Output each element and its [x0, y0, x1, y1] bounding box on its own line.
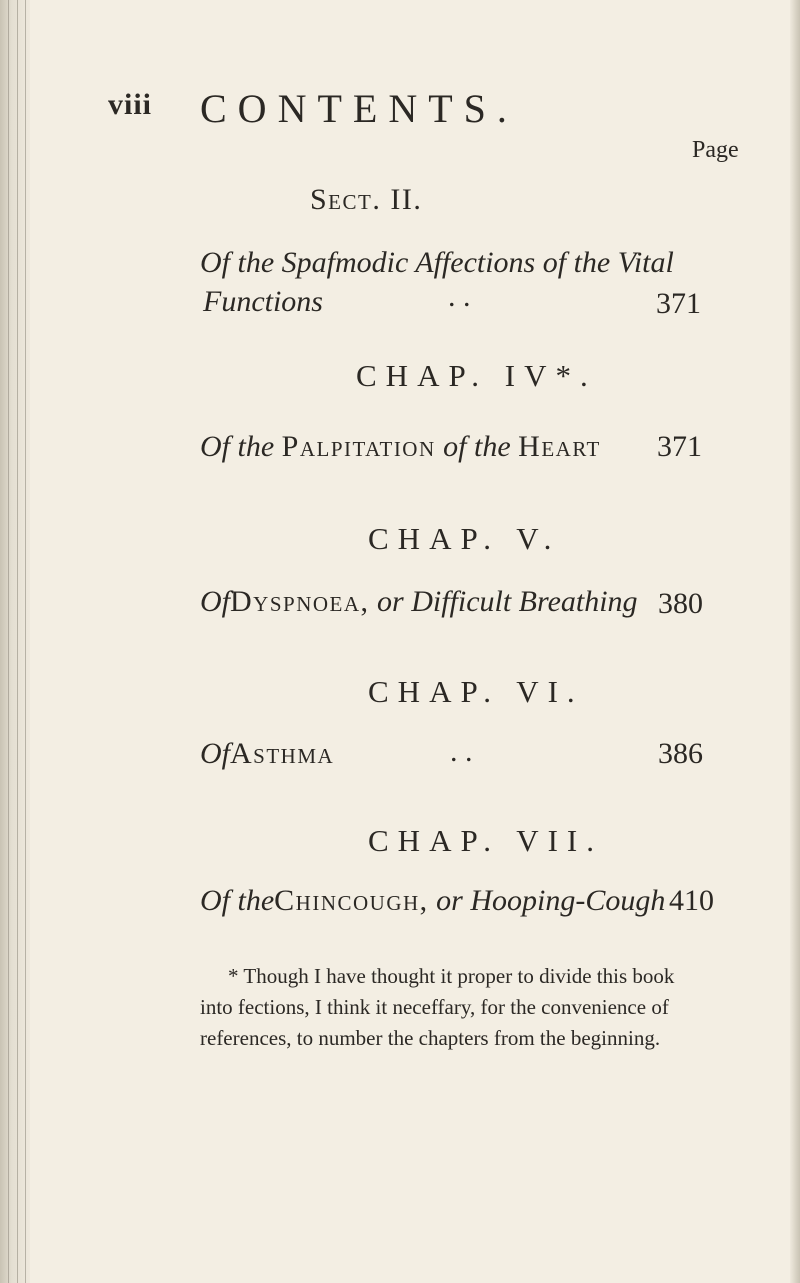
chapter-heading: CHAP. V. [368, 521, 561, 556]
chapter-entry: OfAsthma [200, 737, 335, 770]
chapter-page-number: 380 [658, 587, 703, 620]
section-title-continued: Functions [203, 285, 323, 318]
gutter-line [17, 0, 18, 1283]
chapter-page-number: 386 [658, 737, 703, 770]
gutter-line [25, 0, 26, 1283]
footnote-line: into fections, I think it neceffary, for the convenience of [200, 995, 669, 1019]
leader-dots: . . [448, 280, 471, 313]
book-gutter [0, 0, 30, 1283]
section-heading: Sect. II. [310, 183, 423, 216]
chapter-heading: CHAP. VII. [368, 823, 603, 858]
footnote-line: references, to number the chapters from the beginning. [200, 1026, 661, 1050]
page-edge [790, 0, 800, 1283]
chapter-entry: Of the Palpitation of the Heart [200, 430, 601, 463]
section-page-number: 371 [656, 287, 701, 320]
chapter-entry: OfDyspnoea, or Difficult Breathing [200, 585, 638, 618]
chapter-page-number: 371 [657, 430, 702, 463]
section-title: Of the Spafmodic Affections of the Vital [200, 246, 674, 279]
footnote-line: * Though I have thought it proper to divide this book [228, 964, 675, 988]
chapter-heading: CHAP. IV*. [356, 358, 597, 393]
leader-dots: . . [450, 735, 473, 768]
chapter-heading: CHAP. VI. [368, 674, 584, 709]
chapter-entry: Of theChincough, or Hooping-Cough [200, 884, 666, 917]
page-column-label: Page [692, 137, 739, 163]
gutter-line [8, 0, 9, 1283]
chapter-page-number: 410 [669, 884, 714, 917]
folio-number: viii [108, 88, 153, 121]
running-head: CONTENTS. [200, 86, 518, 131]
